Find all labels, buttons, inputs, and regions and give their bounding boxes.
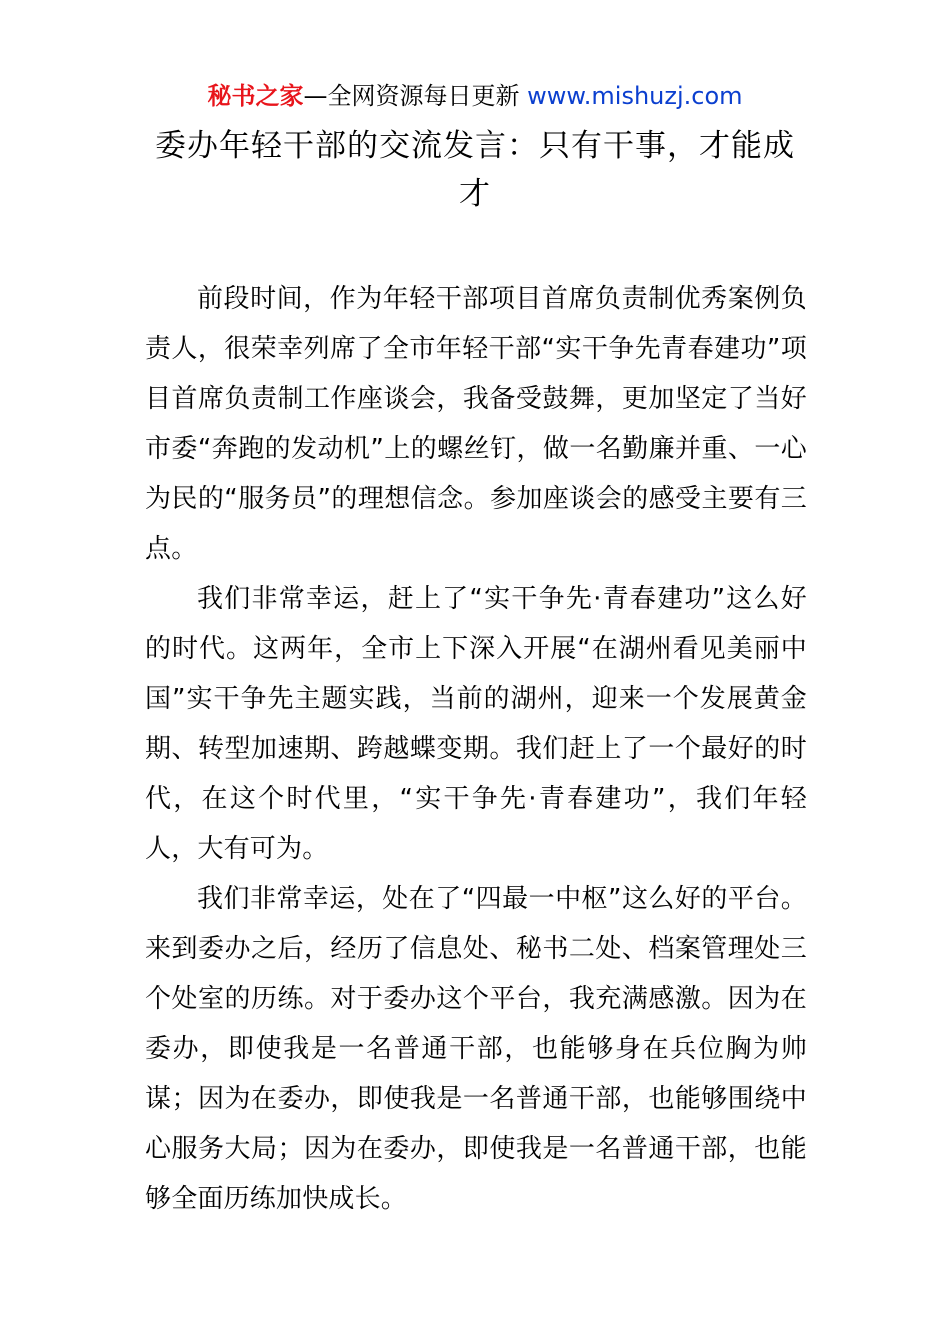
brand-name: 秘书之家 (207, 82, 304, 110)
paragraph: 前段时间，作为年轻干部项目首席负责制优秀案例负责人，很荣幸列席了全市年轻干部“实干争先青春建功”项目首席负责制工作座谈会，我备受鼓舞，更加坚定了当好市委“奔跑的发动机”上的螺丝钉，做一名勤廉并重、一心为民的“服务员”的理想信念。参加座谈会的感受主要有三点。 (145, 284, 807, 564)
paragraph: 我们非常幸运，赶上了“实干争先·青春建功”这么好的时代。这两年，全市上下深入开展“在湖州看见美丽中国”实干争先主题实践，当前的湖州，迎来一个发展黄金期、转型加速期、跨越蝶变期。我们赶上了一个最好的时代，在这个时代里，“实干争先·青春建功”，我们年轻人，大有可为。 (145, 584, 807, 864)
paragraph: 我们非常幸运，处在了“四最一中枢”这么好的平台。来到委办之后，经历了信息处、秘书二处、档案管理处三个处室的历练。对于委办这个平台，我充满感激。因为在委办，即使我是一名普通干部，也能够身在兵位胸为帅谋；因为在委办，即使我是一名普通干部，也能够围绕中心服务大局；因为在委办，即使我是一名普通干部，也能够全面历练加快成长。 (145, 884, 807, 1214)
document-title: 委办年轻干部的交流发言：只有干事，才能成才 (155, 128, 795, 212)
document-body (145, 274, 807, 1224)
site-url-link[interactable]: www.mishuzj.com (527, 82, 743, 110)
site-header (0, 80, 950, 112)
site-tagline: —全网资源每日更新 (303, 82, 520, 110)
